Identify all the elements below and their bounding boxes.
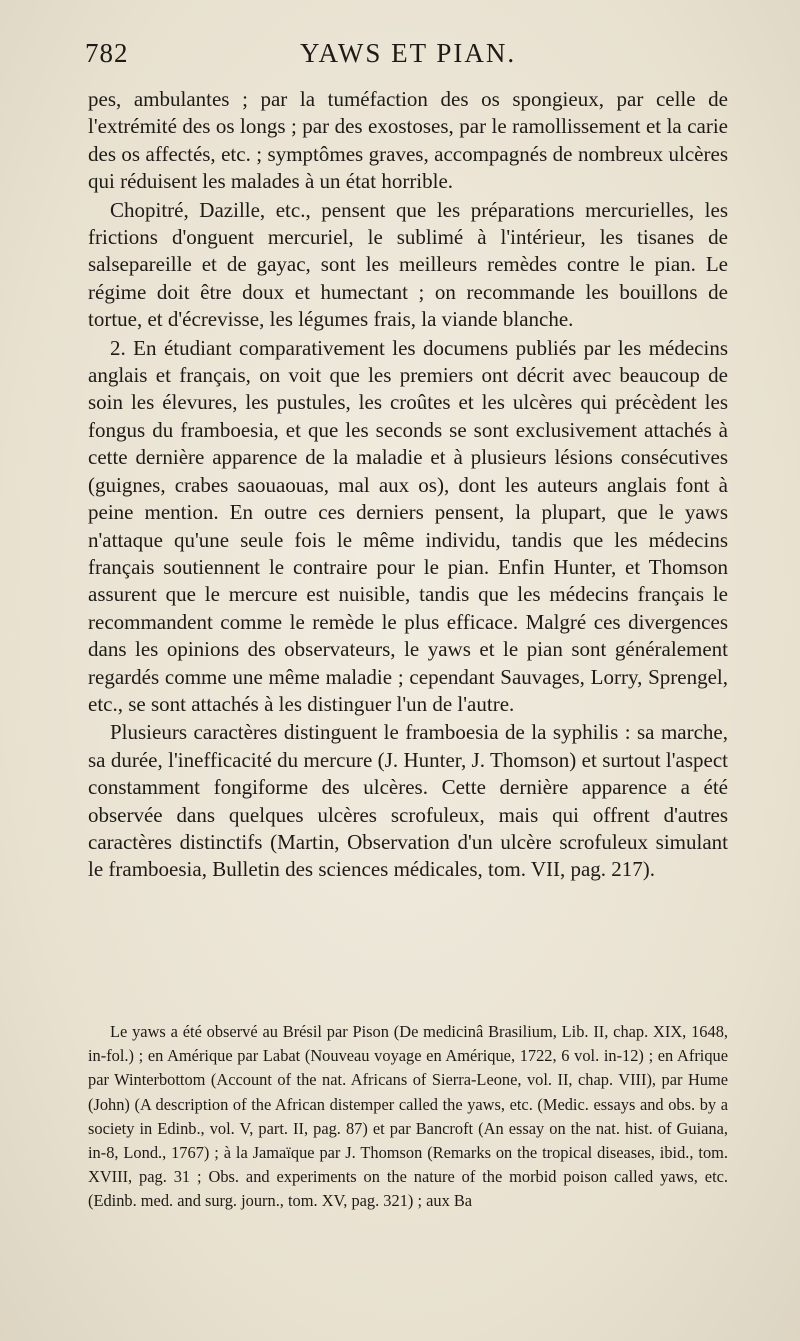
page-number: 782 — [85, 38, 129, 68]
running-title: YAWS ET PIAN. — [300, 38, 517, 68]
page-header — [85, 38, 730, 78]
paragraph: pes, ambulantes ; par la tuméfaction des os spongieux, par celle de l'extrémité des os longs ; par des exostoses, par le ramollissement et la carie des os affectés, etc. ; symptômes graves, accompagnés de nombreux ulcères qui réduisent les malades à un état horrible. — [88, 87, 728, 194]
main-text — [88, 86, 728, 884]
footnote: Le yaws a été observé au Brésil par Pison (De medicinâ Brasilium, Lib. II, chap. XIX, 1648, in-fol.) ; en Amérique par Labat (Nouveau voyage en Amérique, 1722, 6 vol. in-12) ; en Afrique par Winterbottom (Account of the nat. Africans of Sierra-Leone, vol. II, chap. VIII), par Hume (John) (A description of the African distemper called the yaws, etc. (Medic. essays and obs. by a society in Edinb., vol. V, part. II, pag. 87) et par Bancroft (An essay on the nat. hist. of Guiana, in-8, Lond., 1767) ; à la Jamaïque par J. Thomson (Remarks on the tropical diseases, ibid., tom. XVIII, pag. 31 ; Obs. and experiments on the nature of the morbid poison called yaws, etc. (Edinb. med. and surg. journ., tom. XV, pag. 321) ; aux Ba — [88, 1022, 728, 1211]
paragraph: Plusieurs caractères distinguent le framboesia de la syphilis : sa marche, sa durée, l'inefficacité du mercure (J. Hunter, J. Thomson) et surtout l'aspect constamment fongiforme des ulcères. Cette dernière apparence a été observée dans quelques ulcères scrofuleux, mais qui offrent d'autres caractères distinctifs (Martin, Observation d'un ulcère scrofuleux simulant le framboesia, Bulletin des sciences médicales, tom. VII, pag. 217). — [88, 720, 728, 882]
paragraph: Chopitré, Dazille, etc., pensent que les préparations mercurielles, les frictions d'onguent mercuriel, le sublimé à l'intérieur, les tisanes de salsepareille et de gayac, sont les meilleurs remèdes contre le pian. Le régime doit être doux et humectant ; on recommande les bouillons de tortue, et d'écrevisse, les légumes frais, la viande blanche. — [88, 197, 728, 332]
paragraph: 2. En étudiant comparativement les documens publiés par les médecins anglais et français, on voit que les premiers ont décrit avec beaucoup de soin les élevures, les pustules, les croûtes et les ulcères qui précèdent les fongus du framboesia, et que les seconds se sont exclusivement attachés à cette dernière apparence de la maladie et à plusieurs lésions consécutives (guignes, crabes saouaouas, mal aux os), dont les auteurs anglais font à peine mention. En outre ces derniers pensent, la plupart, que le yaws n'attaque qu'une seule fois le même individu, tandis que les médecins français soutiennent le contraire pour le pian. Enfin Hunter, et Thomson assurent que le mercure est nuisible, tandis que les médecins français le recommandent comme le remède le plus efficace. Malgré ces divergences dans les opinions des observateurs, le yaws et le pian sont généralement regardés comme une même maladie ; cependant Sauvages, Lorry, Sprengel, etc., se sont attachés à les distinguer l'un de l'autre. — [88, 335, 728, 716]
